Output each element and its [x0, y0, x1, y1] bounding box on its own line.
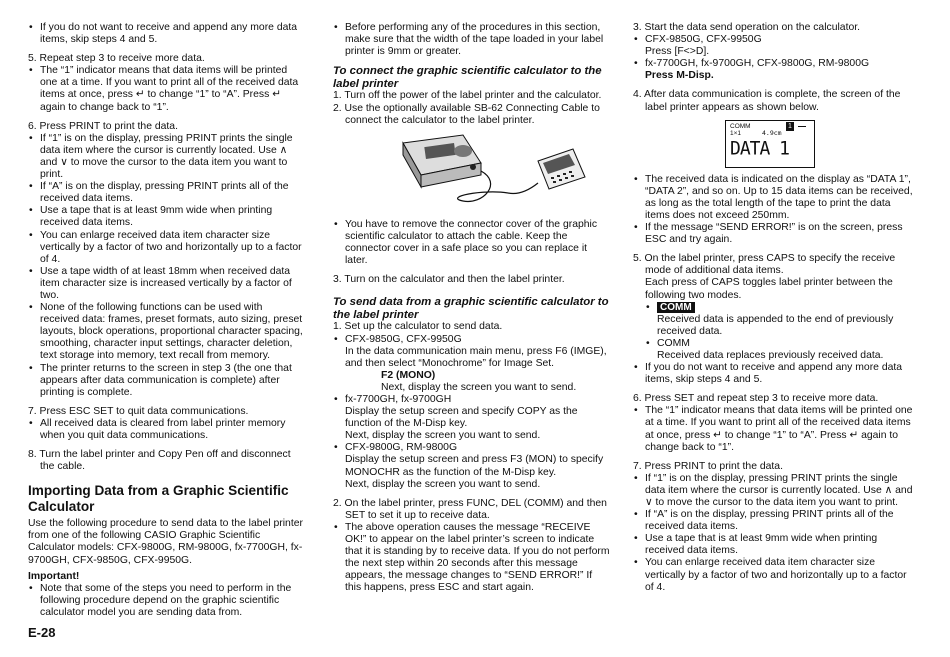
- step-3: 3. Turn on the calculator and then the label printer.: [333, 274, 565, 286]
- lcd-comm: COMM: [730, 122, 751, 130]
- bullet: • If “1” is on the display, pressing PRINT prints the single data item where the cursor is currently located. Use ∧ and ∨ to move the cursor to the data item you want to print.: [28, 133, 304, 181]
- step-1: 1. Turn off the power of the label printer and the calculator.: [333, 90, 602, 102]
- bullet: • The “1” indicator means that data items will be printed one at a time. If you want to print all of the received data items at once, press ↵ to change “1” to “A”. Press ↵ again to change back to “1”.: [28, 65, 304, 113]
- step-5-detail: Each press of CAPS toggles label printer between the following two modes.: [645, 277, 893, 301]
- model-text: In the data communication main menu, press F6 (IMGE), and then select “Monochrome” for Image Set.: [345, 345, 607, 369]
- bullet: • Use a tape width of at least 18mm when received data item character size is increased vertically by a factor of two.: [28, 266, 304, 302]
- bullet: • The above operation causes the message “RECEIVE OK!” to appear on the label printer’s screen to indicate that it is standing by to receive data. If you do not perform the next step within 20 seconds after this message appears, the message changes to “SEND ERROR!” If this happens, press ESC and start again.: [333, 522, 611, 595]
- bullet: • All received data is cleared from label printer memory when you quit data communications.: [28, 418, 304, 442]
- bullet: • If “A” is on the display, pressing PRINT prints all of the received data items.: [633, 509, 913, 533]
- column-left: [28, 22, 304, 619]
- step-2: 2. Use the optionally available SB-62 Connecting Cable to connect the calculator to the label printer.: [333, 102, 600, 126]
- key-label: F2 (MONO): [381, 369, 436, 381]
- bullet: • Use a tape that is at least 9mm wide when printing received data items.: [28, 205, 304, 229]
- printer-calculator-cable-icon: [333, 131, 611, 215]
- step-7: 7. Press PRINT to print the data.: [633, 460, 783, 472]
- page-number: E-28: [28, 625, 56, 640]
- lcd-main-text: DATA 1: [730, 137, 790, 160]
- lcd-ratio: 1×1: [730, 129, 742, 137]
- bullet: • The “1” indicator means that data items will be printed one at a time. If you want to print all of the received data items at once, press ↵ to change “1” to “A”. Press ↵ again to change back to “1”.: [633, 405, 913, 453]
- model-bullet: • fx-7700GH, fx-9700GH: [333, 394, 611, 406]
- mode-desc: Received data replaces previously received data.: [657, 349, 884, 361]
- mode-option: • COMM: [633, 338, 913, 350]
- bullet: • You can enlarge received data item character size vertically by a factor of two and horizontally up to a factor of 4.: [28, 230, 304, 266]
- model-text: Next, display the screen you want to send.: [345, 478, 541, 490]
- bullet: • You can enlarge received data item character size vertically by a factor of two and horizontally up to a factor of 4.: [633, 557, 913, 593]
- intro-paragraph: Use the following procedure to send data to the label printer from one of the following CASIO Graphic Scientific Calculator models: CFX-9800G, RM-9800G, fx-7700GH, fx-9700GH, CFX-9850G, CFX-9950G.: [28, 518, 303, 566]
- mode-desc: Received data is appended to the end of previously received data.: [657, 313, 894, 337]
- connection-illustration: [333, 131, 611, 215]
- comm-inverted-badge: COMM: [657, 302, 695, 313]
- step-7: 7. Press ESC SET to quit data communications.: [28, 405, 249, 417]
- mode-option: [633, 302, 913, 314]
- bullet: • If “1” is on the display, pressing PRINT prints the single data item where the cursor is currently located. Use ∧ and ∨ to move the cursor to the data item you want to print.: [633, 473, 913, 509]
- model-text: Next, display the screen you want to send.: [345, 430, 541, 442]
- lcd-display: [725, 120, 815, 168]
- bullet: • Use a tape that is at least 9mm wide when printing received data items.: [633, 533, 913, 557]
- step-5: 5. Repeat step 3 to receive more data.: [28, 53, 205, 65]
- step-3: 3. Start the data send operation on the calculator.: [633, 22, 861, 33]
- model-text: Display the setup screen and press F3 (MON) to specify MONOCHR as the function of the M-Disp key.: [345, 454, 604, 478]
- bullet: • None of the following functions can be used with received data: frames, preset formats, auto sizing, preset layouts, block operations, proportional character spacing, smoothing, character input settings, character deletion, text storage into memory, text recall from memory.: [28, 302, 304, 362]
- bullet: • The printer returns to the screen in step 3 (the one that appears after data communication is complete) after printing is complete.: [28, 363, 304, 399]
- step-6: 6. Press PRINT to print the data.: [28, 120, 178, 132]
- model-bullet: • CFX-9850G, CFX-9950G: [633, 34, 913, 46]
- subheading-connect: To connect the graphic scientific calculator to the label printer: [333, 65, 602, 90]
- model-bullet: • CFX-9850G, CFX-9950G: [333, 334, 611, 346]
- model-bullet: • CFX-9800G, RM-9800G: [333, 442, 611, 454]
- step-2-send: 2. On the label printer, press FUNC, DEL (COMM) and then SET to set it up to receive data.: [333, 497, 607, 521]
- bullet: • If you do not want to receive and append any more data items, skip steps 4 and 5.: [28, 22, 304, 46]
- model-text: Press M-Disp.: [645, 70, 714, 82]
- model-text: Display the setup screen and specify COPY as the function of the M-Disp key.: [345, 406, 578, 430]
- model-text: Next, display the screen you want to send.: [381, 381, 577, 393]
- model-bullet: • fx-7700GH, fx-9700GH, CFX-9800G, RM-9800G: [633, 58, 913, 70]
- important-label: Important!: [28, 570, 80, 582]
- step-6: 6. Press SET and repeat step 3 to receive more data.: [633, 393, 879, 405]
- step-4: 4. After data communication is complete, the screen of the label printer appears as shown below.: [633, 89, 901, 113]
- bullet: • If the message “SEND ERROR!” is on the screen, press ESC and try again.: [633, 222, 913, 246]
- bullet: • If you do not want to receive and append any more data items, skip steps 4 and 5.: [633, 362, 913, 386]
- lcd-length: 4.9cm: [762, 128, 782, 137]
- column-middle: [333, 22, 611, 594]
- bullet: • If “A” is on the display, pressing PRINT prints all of the received data items.: [28, 181, 304, 205]
- bullet: • Before performing any of the procedures in this section, make sure that the width of the tape loaded in your label printer is 9mm or greater.: [333, 22, 611, 58]
- bullet: • The received data is indicated on the display as “DATA 1”, “DATA 2”, and so on. Up to 15 data items can be received, as long as the total length of the tape to print the data items does not exceed 250mm.: [633, 174, 913, 222]
- step-1-send: 1. Set up the calculator to send data.: [333, 321, 503, 333]
- step-8: 8. Turn the label printer and Copy Pen off and disconnect the cable.: [28, 449, 291, 473]
- bullet: • You have to remove the connector cover of the graphic scientific calculator to attach the cable. Keep the connector cover in a safe place so you can replace it later.: [333, 219, 611, 267]
- section-heading: Importing Data from a Graphic Scientific Calculator: [28, 483, 289, 514]
- lcd-indicator: 1: [786, 122, 794, 131]
- subheading-send: To send data from a graphic scientific calculator to the label printer: [333, 296, 609, 321]
- model-text: Press [F<>D].: [645, 46, 710, 58]
- step-5: 5. On the label printer, press CAPS to specify the receive mode of additional data items.: [633, 253, 896, 277]
- lcd-dash-icon: [798, 126, 806, 127]
- bullet: • Note that some of the steps you need to perform in the following procedure depend on the graphic scientific calculator model you are sending data from.: [28, 583, 304, 619]
- column-right: [633, 22, 913, 594]
